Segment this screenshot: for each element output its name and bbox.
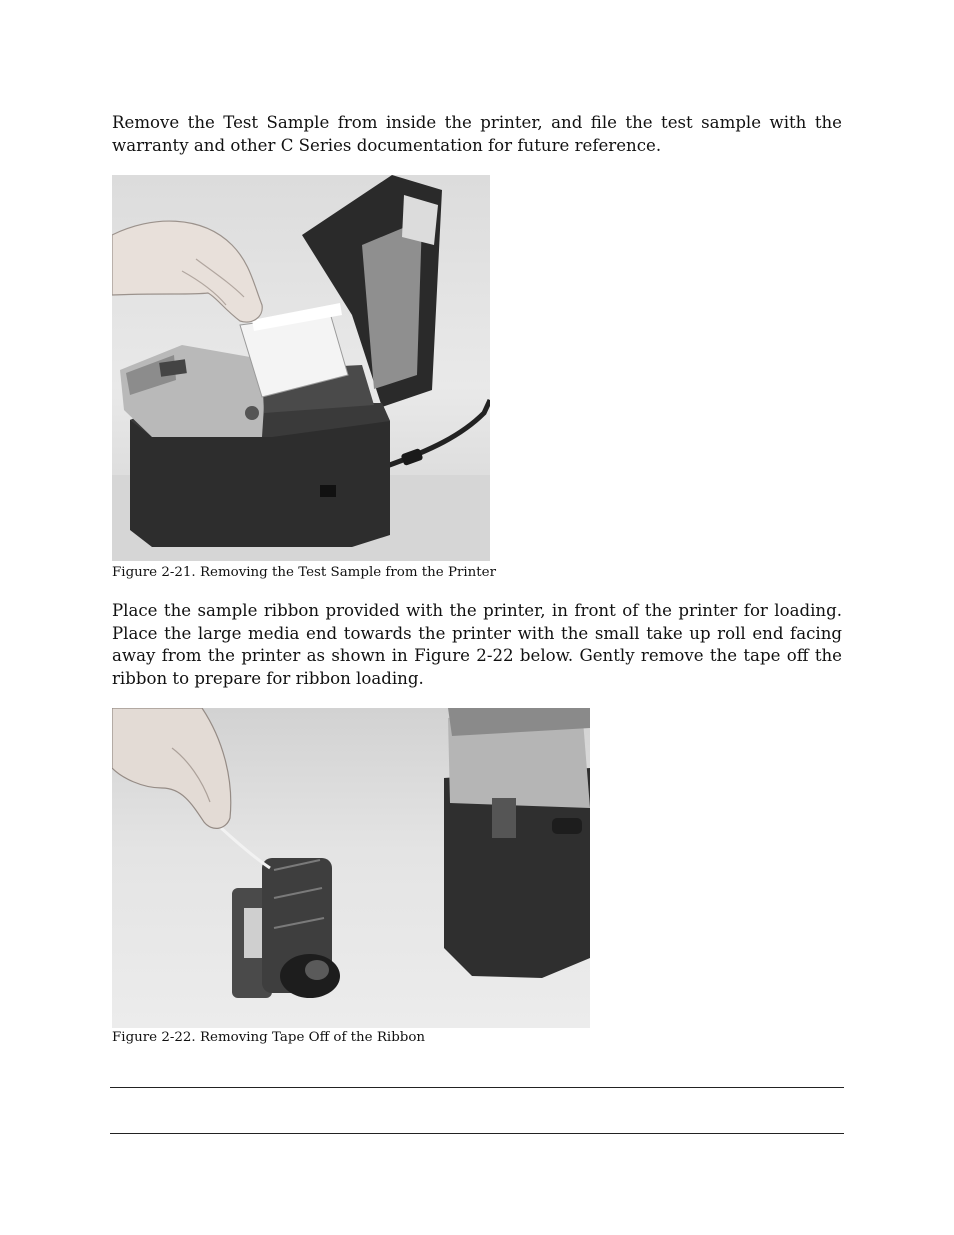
ribbon-photo-removing-tape	[112, 708, 590, 1028]
figure-caption: Figure 2-22. Removing Tape Off of the Ribbon	[112, 1030, 426, 1045]
body-paragraph-remove-test-sample: Remove the Test Sample from inside the printer, and file the test sample with the warranty and other C Series documentation for future reference.	[112, 113, 842, 155]
figure-caption: Figure 2-21. Removing the Test Sample from the Printer	[112, 565, 496, 580]
body-paragraph-place-ribbon: Place the sample ribbon provided with the printer, in front of the printer for loading. Place the large media end towards the printer with the small take up roll end facing away from the printer as shown in Figure 2-22 below. Gently remove the tape off the ribbon to prepare for ribbon loading.	[112, 601, 842, 688]
footer-rule	[110, 1133, 844, 1134]
printer-photo-removing-test-sample	[112, 175, 490, 561]
footer-rule	[110, 1087, 844, 1088]
